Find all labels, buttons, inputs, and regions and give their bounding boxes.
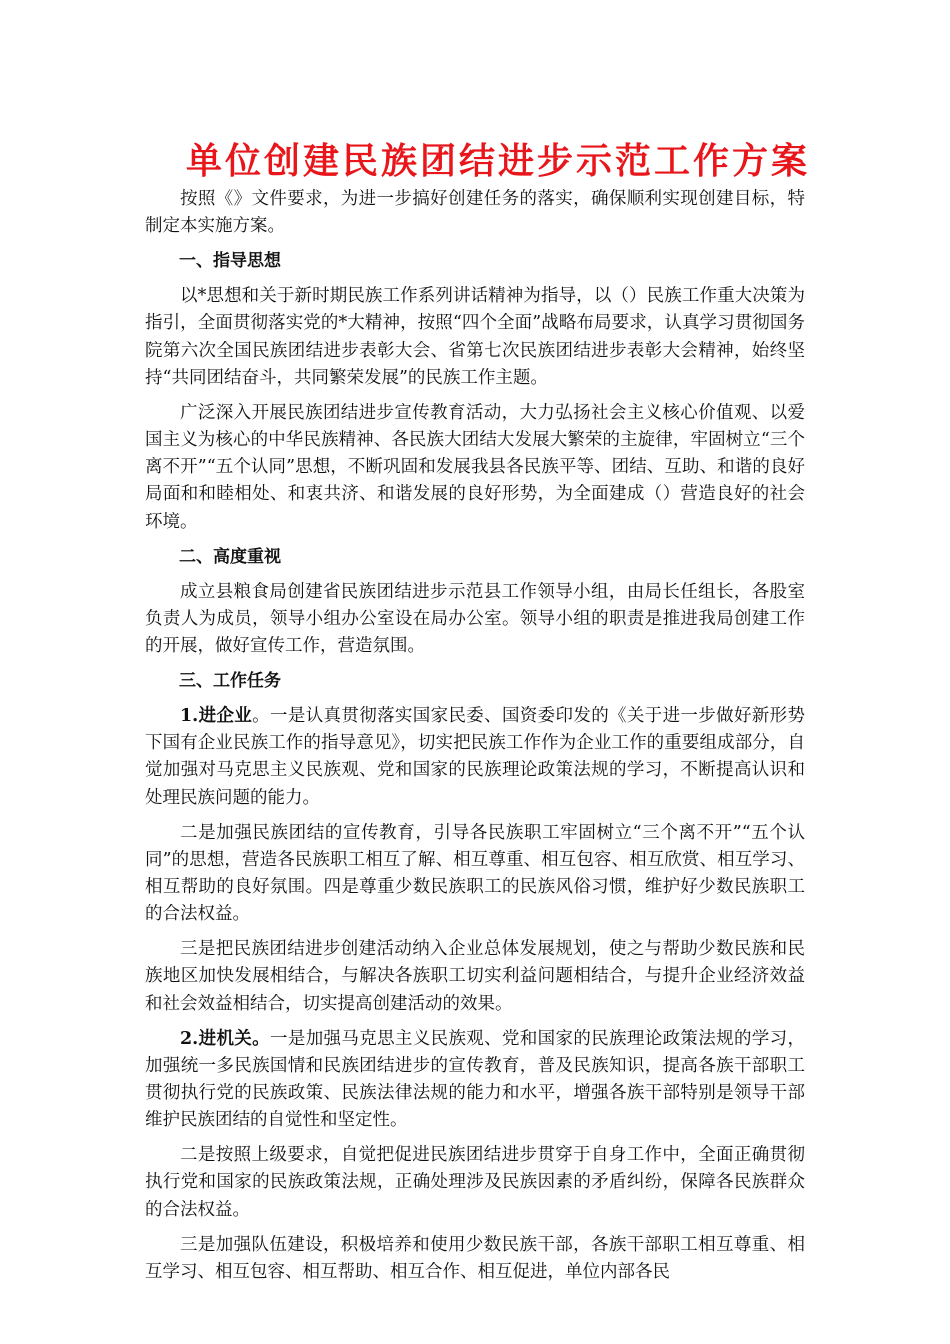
intro-paragraph: 按照《》文件要求，为进一步搞好创建任务的落实，确保顺利实现创建目标，特制定本实施方案。 <box>145 189 805 237</box>
paragraph: 三是加强队伍建设，积极培养和使用少数民族干部，各族干部职工相互尊重、相互学习、相互包容、相互帮助、相互合作、相互促进，单位内部各民 <box>145 1234 805 1282</box>
paragraph: 二是加强民族团结的宣传教育，引导各民族职工牢固树立“三个离不开”“五个认同”的思想，营造各民族职工相互了解、相互尊重、相互包容、相互欣赏、相互学习、相互帮助的良好氛围。四是尊重少数民族职工的民族风俗习惯，维护好少数民族职工的合法权益。 <box>145 822 805 925</box>
task-item-enterprise <box>145 703 805 812</box>
task-text: 。一是认真贯彻落实国家民委、国资委印发的《关于进一步做好新形势下国有企业民族工作的指导意见》，切实把民族工作作为企业工作的重要组成部分，自觉加强对马克思主义民族观、党和国家的民族理论政策法规的学习，不断提高认识和处理民族问题的能力。 <box>145 706 805 808</box>
paragraph: 广泛深入开展民族团结进步宣传教育活动，大力弘扬社会主义核心价值观、以爱国主义为核心的中华民族精神、各民族大团结大发展大繁荣的主旋律，牢固树立“三个离不开”“五个认同”思想，不断巩固和发展我县各民族平等、团结、互助、和谐的良好局面和和睦相处、和衷共济、和谐发展的良好形势，为全面建成（）营造良好的社会环境。 <box>145 402 805 532</box>
paragraph: 三是把民族团结进步创建活动纳入企业总体发展规划，使之与帮助少数民族和民族地区加快发展相结合，与解决各族职工切实利益问题相结合，与提升企业经济效益和社会效益相结合，切实提高创建活动的效果。 <box>145 939 805 1014</box>
paragraph: 成立县粮食局创建省民族团结进步示范县工作领导小组，由局长任组长，各股室负责人为成员，领导小组办公室设在局办公室。领导小组的职责是推进我局创建工作的开展，做好宣传工作，营造氛围。 <box>145 581 805 657</box>
task-lead: 1.进企业 <box>180 706 253 727</box>
paragraph: 二是按照上级要求，自觉把促进民族团结进步贯穿于自身工作中，全面正确贯彻执行党和国家的民族政策法规，正确处理涉及民族因素的矛盾纠纷，保障各民族群众的合法权益。 <box>145 1145 805 1220</box>
document-body <box>145 186 805 1294</box>
task-item-agency <box>145 1026 805 1135</box>
section-heading-attention: 二、高度重视 <box>179 546 281 567</box>
document-title: 单位创建民族团结进步示范工作方案 <box>185 140 810 182</box>
section-heading-tasks: 三、工作任务 <box>179 671 281 692</box>
paragraph: 以*思想和关于新时期民族工作系列讲话精神为指导，以（）民族工作重大决策为指引，全面贯彻落实党的*大精神，按照“四个全面”战略布局要求，认真学习贯彻国务院第六次全国民族团结进步表彰大会、省第七次民族团结进步表彰大会精神，始终坚持“共同团结奋斗，共同繁荣发展”的民族工作主题。 <box>145 286 805 388</box>
task-lead: 2.进机关。 <box>180 1028 270 1049</box>
task-text: 一是加强马克思主义民族观、党和国家的民族理论政策法规的学习，加强统一多民族国情和民族团结进步的宣传教育，普及民族知识，提高各族干部职工贯彻执行党的民族政策、民族法律法规的能力和水平，增强各族干部特别是领导干部维护民族团结的自觉性和坚定性。 <box>145 1028 805 1131</box>
section-heading-guiding-ideology: 一、指导思想 <box>179 251 281 272</box>
